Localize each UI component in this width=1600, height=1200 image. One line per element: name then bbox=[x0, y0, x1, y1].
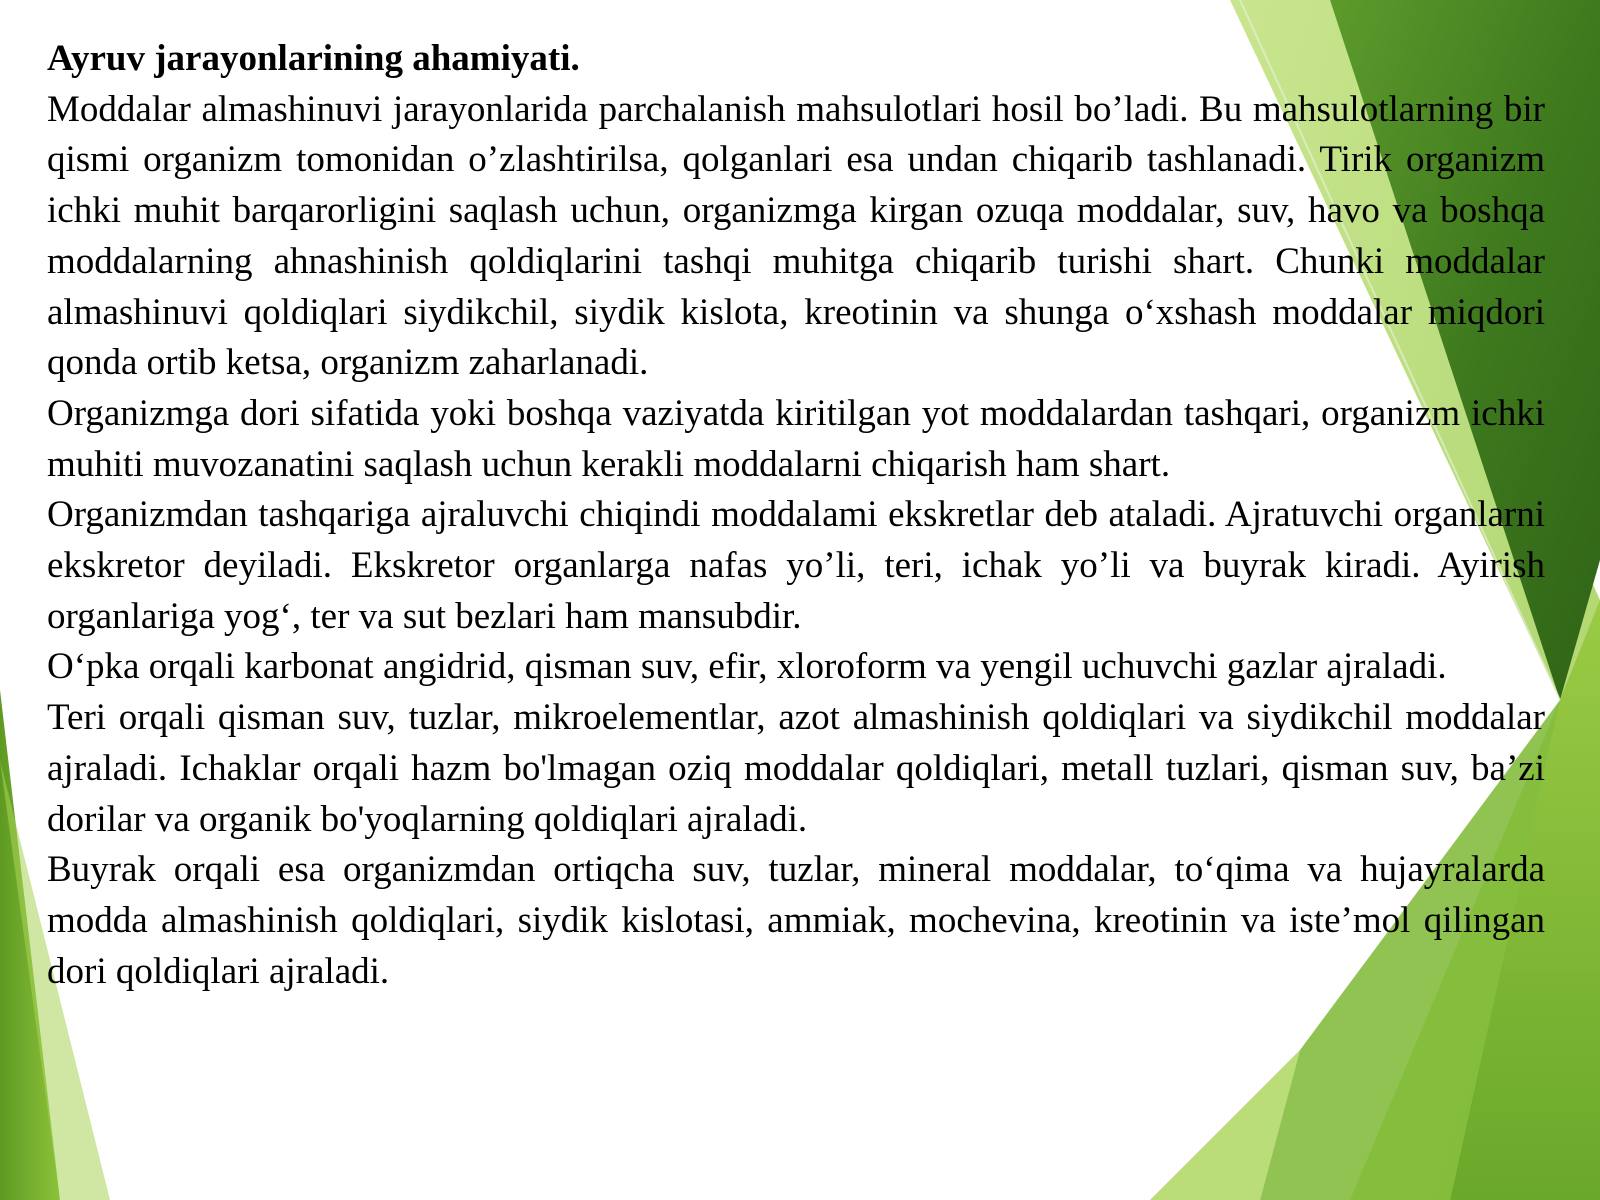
paragraph-skin-intestines: Teri orqali qisman suv, tuzlar, mikroelementlar, azot almashinish qoldiqlari va siydikchil moddalar ajraladi. Ichaklar orqali hazm bo'lmagan oziq moddalar qoldiqlari, metall tuzlari, qisman suv, ba’zi dorilar va organik bo'yoqlarning qoldiqlari ajraladi. bbox=[47, 697, 1545, 840]
paragraph-kidneys: Buyrak orqali esa organizmdan ortiqcha suv, tuzlar, mineral moddalar, to‘qima va hujayralarda modda almashinish qoldiqlari, siydik kislotasi, ammiak, mochevina, kreotinin va iste’mol qilingan dori qoldiqlari ajraladi. bbox=[47, 849, 1545, 992]
slide-content bbox=[47, 34, 1545, 997]
paragraph-metabolism: Moddalar almashinuvi jarayonlarida parchalanish mahsulotlari hosil bo’ladi. Bu mahsulotlarning bir qismi organizm tomonidan o’zlashtirilsa, qolganlari esa undan chiqarib tashlanadi. Tirik organizm ichki muhit barqarorligini saqlash uchun, organizmga kirgan ozuqa moddalar, suv, havo va boshqa moddalarning ahnashinish qoldiqlarini tashqi muhitga chiqarib turishi shart. Chunki moddalar almashinuvi qoldiqlari siydikchil, siydik kislota, kreotinin va shunga o‘xshash moddalar miqdori qonda ortib ketsa, organizm zaharlanadi. bbox=[47, 88, 1545, 384]
paragraph-lungs: O‘pka orqali karbonat angidrid, qisman suv, efir, xloroform va yengil uchuvchi gazlar ajraladi. bbox=[47, 646, 1447, 688]
slide-title: Ayruv jarayonlarining ahamiyati. bbox=[47, 38, 580, 79]
paragraph-excretory-organs: Organizmdan tashqariga ajraluvchi chiqindi moddalami ekskretlar deb ataladi. Ajratuvchi organlarni ekskretor deyiladi. Ekskretor organlarga nafas yo’li, teri, ichak yo’li va buyrak kiradi. Ayirish organlariga yog‘, ter va sut bezlari ham mansubdir. bbox=[47, 494, 1545, 637]
paragraph-foreign-substances: Organizmga dori sifatida yoki boshqa vaziyatda kiritilgan yot moddalardan tashqari, organizm ichki muhiti muvozanatini saqlash uchun kerakli moddalarni chiqarish ham shart. bbox=[47, 392, 1545, 485]
